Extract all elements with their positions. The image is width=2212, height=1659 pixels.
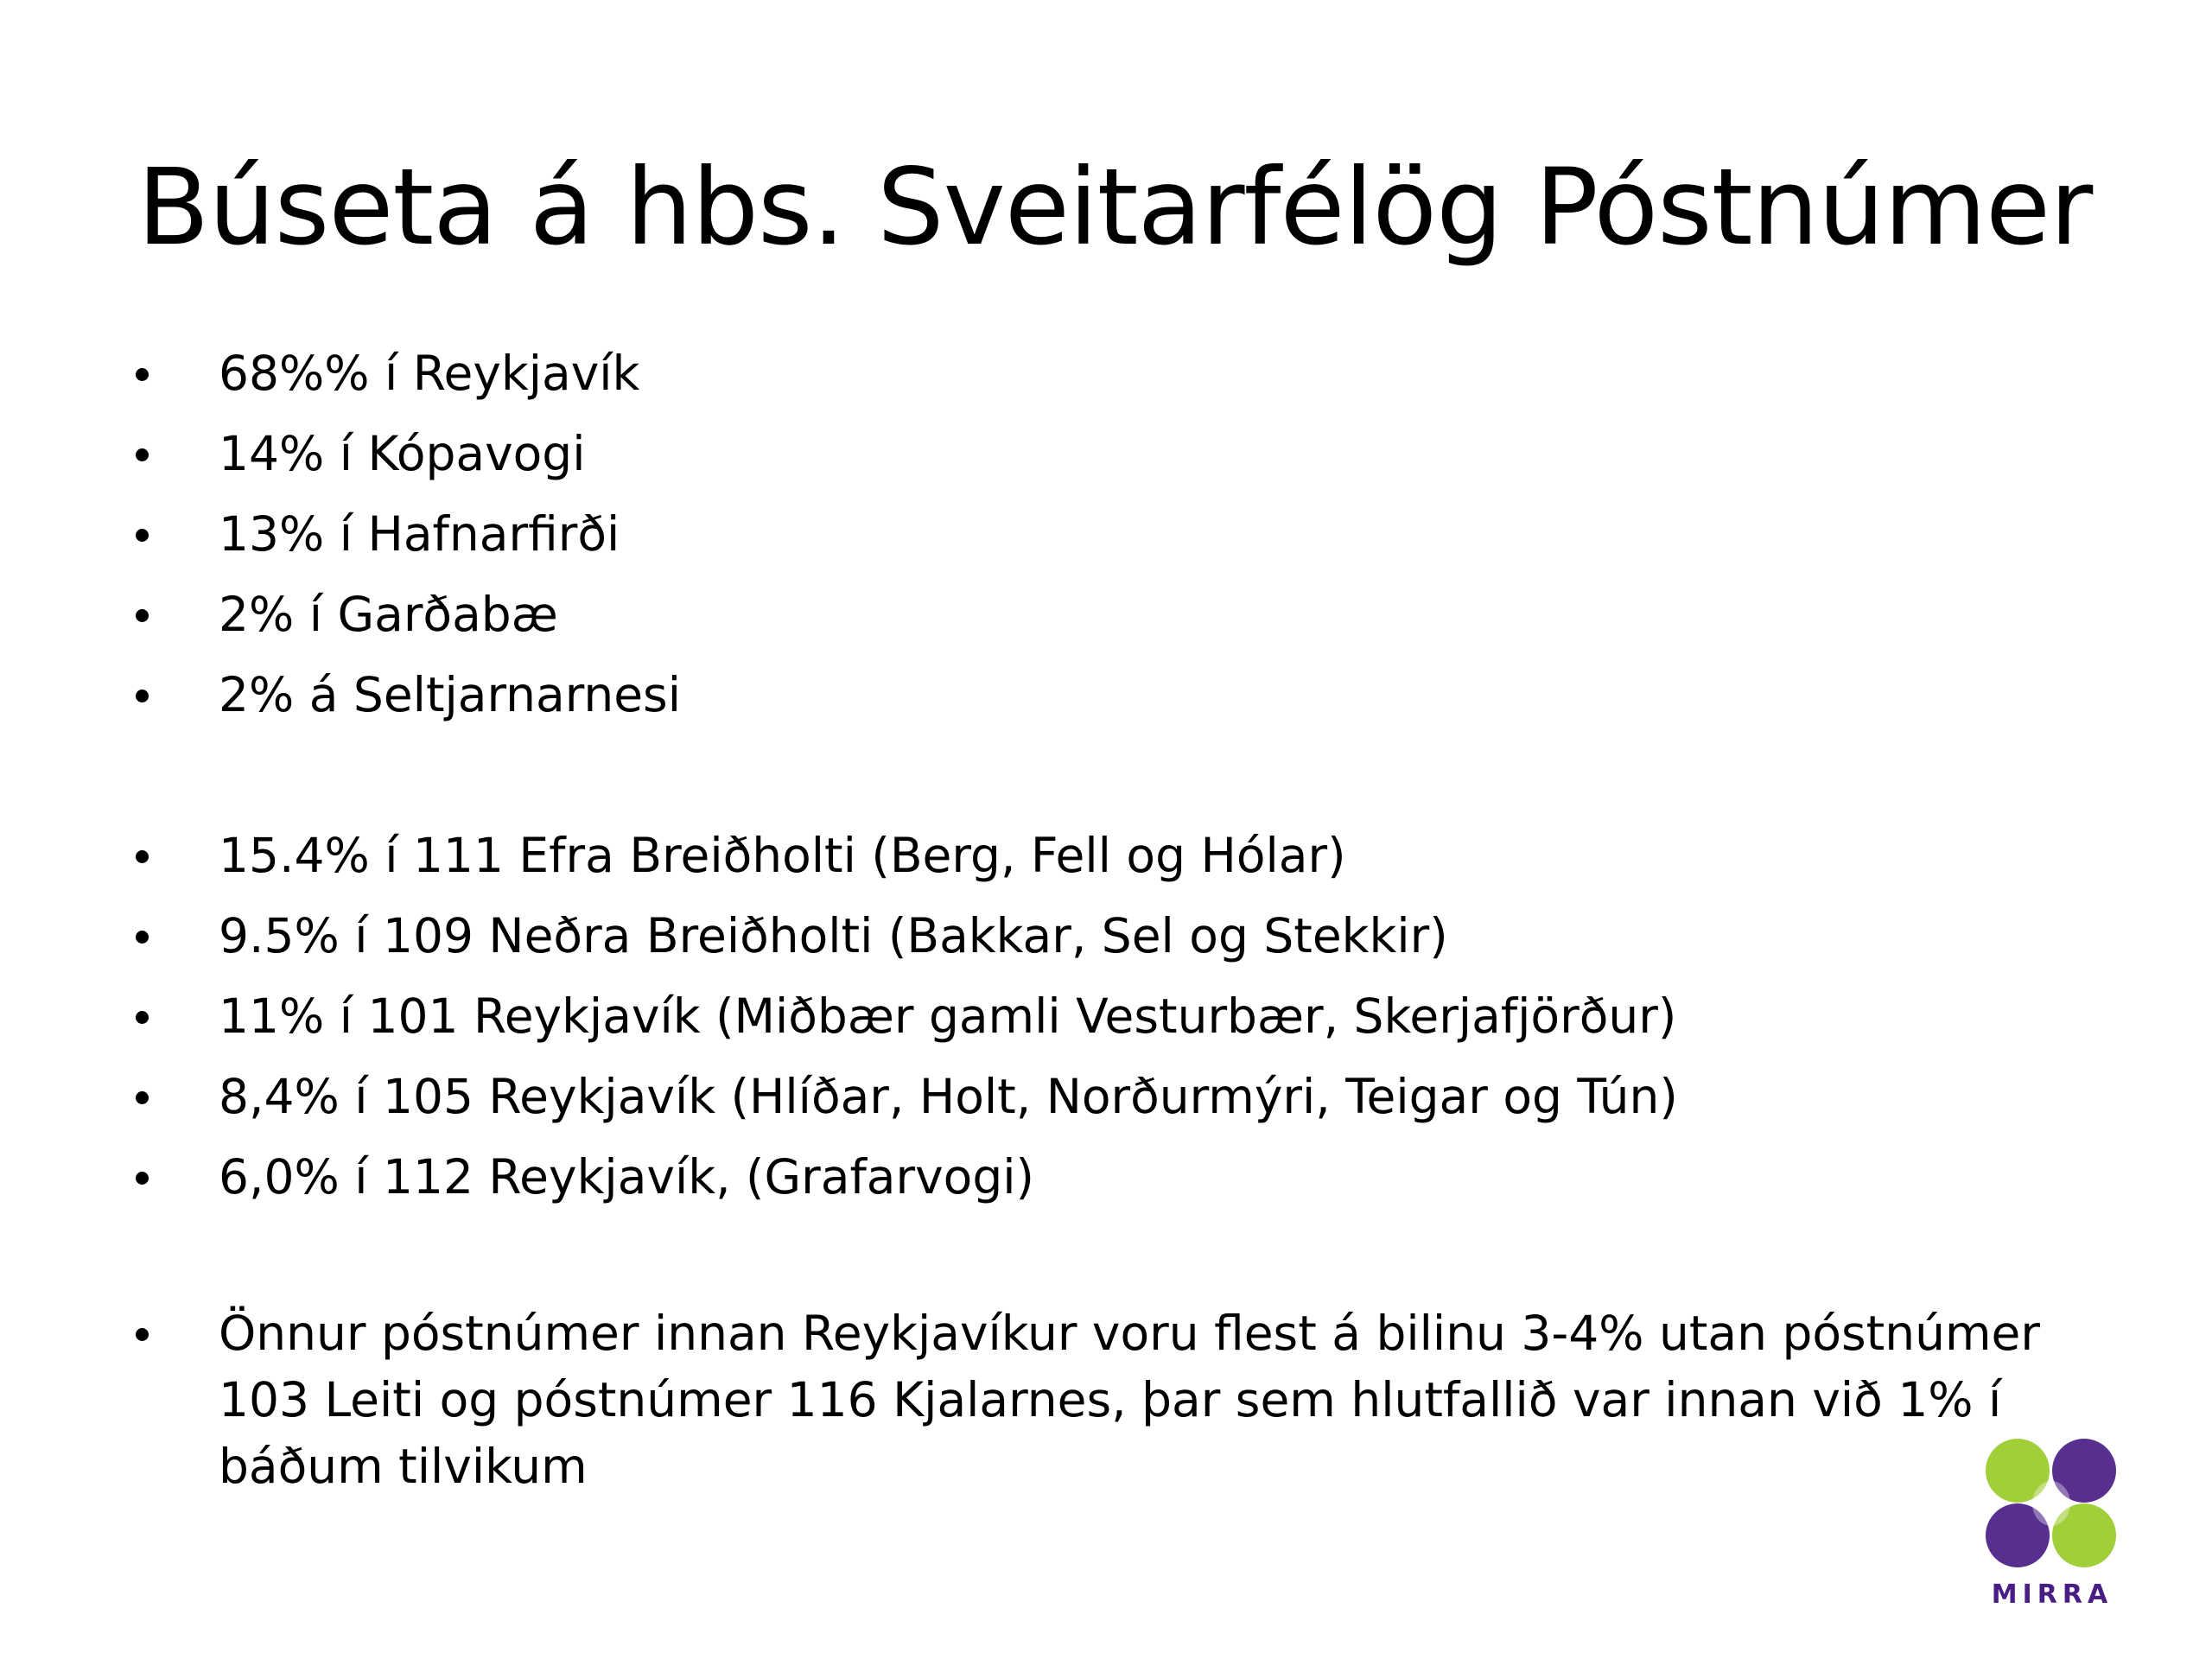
list-item [130, 494, 2117, 575]
list-item-text: 68%% í Reykjavík [219, 346, 640, 401]
bullet-icon [136, 690, 149, 702]
bullet-icon [136, 1172, 149, 1185]
list-item [130, 1137, 2117, 1217]
list-item [130, 816, 2117, 896]
list-item-text: 13% í Hafnarfirði [219, 506, 620, 562]
list-item-text: 2% á Seltjarnarnesi [219, 667, 681, 722]
list-item [130, 655, 2117, 735]
bullet-icon [136, 368, 149, 381]
mirra-logo [1979, 1434, 2126, 1616]
postcode-list [130, 816, 2117, 1217]
note-text: Önnur póstnúmer innan Reykjavíkur voru flest á bilinu 3-4% utan póstnúmer 103 Leiti og póstnúmer 116 Kjalarnes, þar sem hlutfallið var innan við 1% í báðum tilvikum [219, 1306, 2040, 1494]
list-item-text: 11% í 101 Reykjavík (Miðbær gamli Vesturbær, Skerjafjörður) [219, 988, 1677, 1044]
list-item-text: 8,4% í 105 Reykjavík (Hlíðar, Holt, Norðurmýri, Teigar og Tún) [219, 1069, 1678, 1124]
bullet-icon [136, 850, 149, 863]
list-item-text: 15.4% í 111 Efra Breiðholti (Berg, Fell og Hólar) [219, 828, 1346, 883]
bullet-icon [136, 448, 149, 461]
bullet-icon [136, 1328, 149, 1341]
list-item [130, 414, 2117, 494]
logo-mark-icon [1979, 1434, 2126, 1573]
note-list [130, 1300, 2117, 1500]
list-item [130, 976, 2117, 1057]
bullet-icon [136, 529, 149, 542]
list-item [130, 334, 2117, 414]
list-item-text: 14% í Kópavogi [219, 426, 586, 481]
municipality-list [130, 334, 2117, 735]
list-item [130, 896, 2117, 976]
list-item-text: 6,0% í 112 Reykjavík, (Grafarvogi) [219, 1149, 1034, 1205]
bullet-icon [136, 1091, 149, 1104]
list-item [130, 1057, 2117, 1137]
list-item [130, 1300, 2145, 1500]
slide-title: Búseta á hbs. Sveitarfélög Póstnúmer [137, 146, 2093, 269]
bullet-icon [136, 609, 149, 622]
bullet-icon [136, 931, 149, 944]
list-item-text: 2% í Garðabæ [219, 587, 558, 642]
logo-center-highlight [2032, 1481, 2070, 1526]
logo-text: MIRRA [1991, 1580, 2113, 1610]
bullet-icon [136, 1011, 149, 1024]
list-item [130, 575, 2117, 655]
list-item-text: 9.5% í 109 Neðra Breiðholti (Bakkar, Sel og Stekkir) [219, 908, 1448, 963]
